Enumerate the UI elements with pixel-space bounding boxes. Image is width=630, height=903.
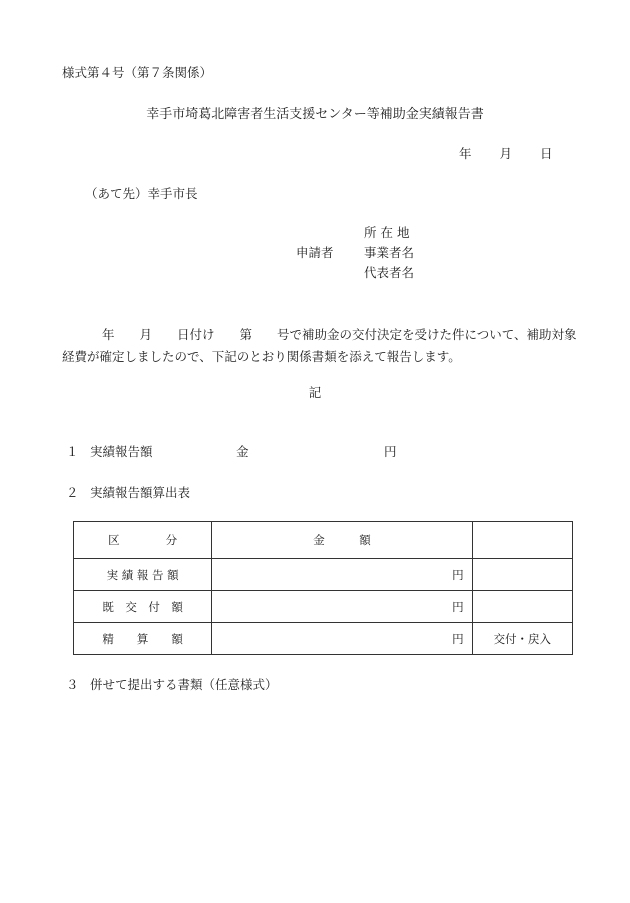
header-amount: 金 額 <box>212 522 472 559</box>
date-line <box>459 148 553 161</box>
row-amount-unit: 円 <box>212 591 472 623</box>
form-number-label: 様式第４号（第７条関係） <box>62 65 213 80</box>
section-1-heading: １ 実績報告額 <box>66 444 153 459</box>
date-month: 月 <box>499 146 513 161</box>
row-note <box>472 591 572 623</box>
row-label: 実 績 報 告 額 <box>74 559 212 591</box>
document-title: 幸手市埼葛北障害者生活支援センター等補助金実績報告書 <box>146 107 484 122</box>
table-row <box>74 591 573 623</box>
date-day: 日 <box>540 146 553 161</box>
calculation-table <box>73 521 573 655</box>
report-amount-yen: 円 <box>384 444 397 459</box>
row-label: 既 交 付 額 <box>74 591 212 623</box>
report-body-line: 年 月 日付け 第 号で補助金の交付決定を受けた件について、補助対象経費が確定しましたので、下記のとおり関係書類を添えて報告します。 <box>62 327 577 364</box>
addressee: （あて先）幸手市長 <box>85 186 198 201</box>
section-3-heading: ３ 併せて提出する書類（任意様式） <box>66 677 278 692</box>
row-note <box>472 559 572 591</box>
header-category: 区 分 <box>74 522 212 559</box>
row-note: 交付・戻入 <box>472 623 572 655</box>
row-label: 精 算 額 <box>74 623 212 655</box>
table-row <box>74 623 573 655</box>
table-row <box>74 559 573 591</box>
applicant-representative-label: 代表者名 <box>364 265 415 280</box>
section-2-heading: ２ 実績報告額算出表 <box>66 485 191 500</box>
header-note <box>472 522 572 559</box>
ki-heading: 記 <box>308 385 322 400</box>
date-year: 年 <box>459 146 472 161</box>
row-amount-unit: 円 <box>212 623 472 655</box>
applicant-business-name-label: 事業者名 <box>364 245 415 260</box>
applicant-location-label: 所 在 地 <box>364 225 410 240</box>
applicant-label: 申請者 <box>296 245 334 260</box>
row-amount-unit: 円 <box>212 559 472 591</box>
report-amount-kin: 金 <box>236 444 249 459</box>
table-header-row <box>74 522 573 559</box>
report-body-text <box>62 324 582 368</box>
